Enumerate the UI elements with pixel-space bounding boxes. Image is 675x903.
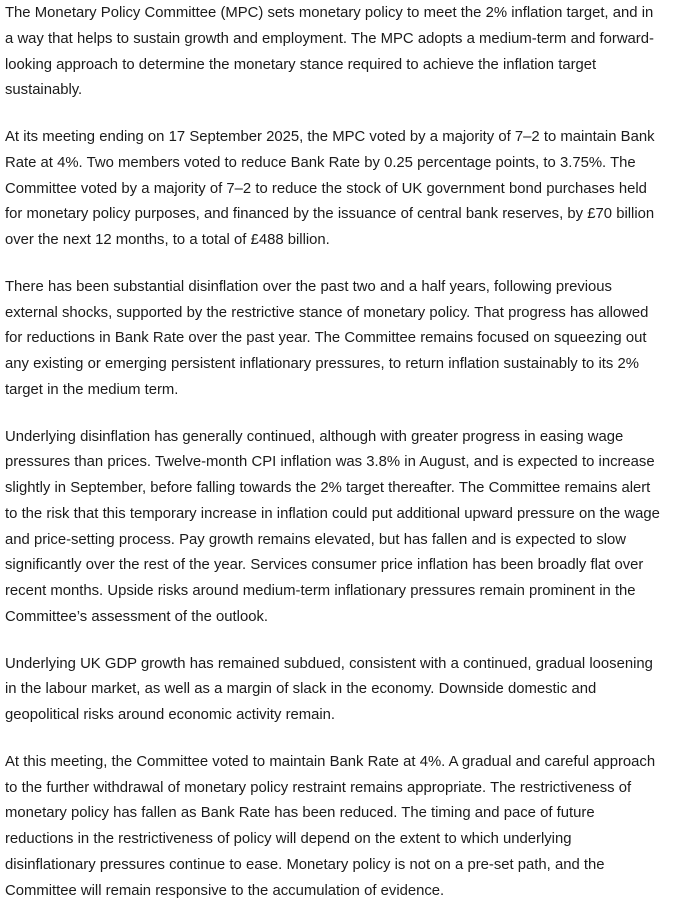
paragraph-remit: The Monetary Policy Committee (MPC) sets monetary policy to meet the 2% inflation target, and in a way that helps to sustain growth and employment. The MPC adopts a medium-term and forward-looking approach to determine the monetary stance required to achieve the inflation target sustainably. [5,4,654,99]
paragraph-inflation-outlook: Underlying disinflation has generally continued, although with greater progress in easing wage pressures than prices. Twelve-month CPI inflation was 3.8% in August, and is expected to increase slightly in September, before falling towards the 2% target thereafter. The Committee remains alert to the risk that this temporary increase in inflation could put additional upward pressure on the wage and price-setting process. Pay growth remains elevated, but has fallen and is expected to slow significantly over the rest of the year. Services consumer price inflation has been broadly flat over recent months. Upside risks around medium-term inflationary pressures remain prominent in the Committee’s assessment of the outlook. [5,427,660,625]
paragraph-vote-decision: At its meeting ending on 17 September 2025, the MPC voted by a majority of 7–2 to maintain Bank Rate at 4%. Two members voted to reduce Bank Rate by 0.25 percentage points, to 3.75%. The Committee voted by a majority of 7–2 to reduce the stock of UK government bond purchases held for monetary policy purposes, and financed by the issuance of central bank reserves, by £70 billion over the next 12 months, to a total of £488 billion. [5,128,655,248]
paragraph-policy-stance: At this meeting, the Committee voted to maintain Bank Rate at 4%. A gradual and careful approach to the further withdrawal of monetary policy restraint remains appropriate. The restrictiveness of monetary policy has fallen as Bank Rate has been reduced. The timing and pace of future reductions in the restrictiveness of policy will depend on the extent to which underlying disinflationary pressures continue to ease. Monetary policy is not on a pre-set path, and the Committee will remain responsive to the accumulation of evidence. [5,752,656,899]
paragraph-gdp-growth: Underlying UK GDP growth has remained subdued, consistent with a continued, gradual loosening in the labour market, as well as a margin of slack in the economy. Downside domestic and geopolitical risks around economic activity remain. [5,654,653,723]
paragraph-disinflation-progress: There has been substantial disinflation over the past two and a half years, following previous external shocks, supported by the restrictive stance of monetary policy. That progress has allowed for reductions in Bank Rate over the past year. The Committee remains focused on squeezing out any existing or emerging persistent inflationary pressures, to return inflation sustainably to its 2% target in the medium term. [5,277,649,398]
